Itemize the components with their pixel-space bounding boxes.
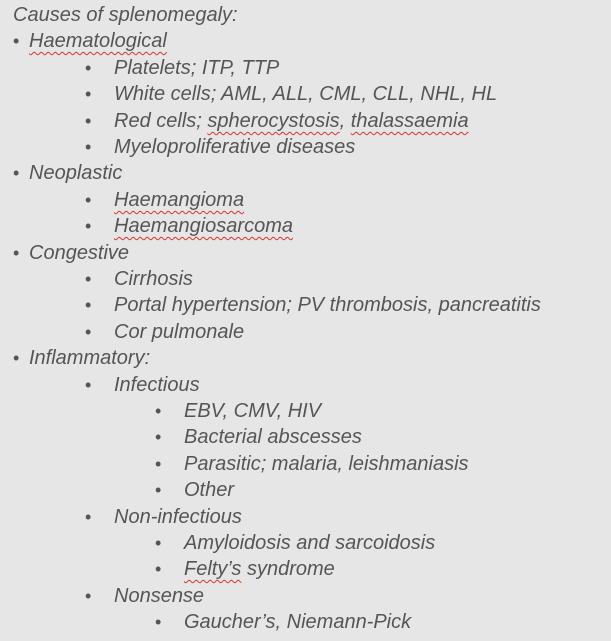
page-title: Causes of splenomegaly: — [13, 4, 238, 26]
bullet-icon: • — [85, 190, 92, 210]
bullet-icon: • — [85, 586, 92, 606]
bullet-icon: • — [13, 348, 20, 368]
list-item-label: Gaucher’s, Niemann-Pick — [184, 611, 412, 633]
bullet-icon: • — [85, 84, 92, 104]
list-item-label: Neoplastic — [29, 162, 123, 184]
bullet-icon: • — [85, 216, 92, 236]
list-item-label: Inflammatory: — [29, 347, 151, 369]
list-item-label: Cirrhosis — [114, 268, 193, 290]
bullet-icon: • — [155, 612, 162, 632]
list-item-label: Haemangiosarcoma — [114, 215, 293, 237]
list-item-label: Bacterial abscesses — [184, 426, 362, 448]
bullet-icon: • — [85, 269, 92, 289]
separator-text: , — [339, 110, 351, 132]
bullet-icon: • — [85, 137, 92, 157]
bullet-icon: • — [155, 559, 162, 579]
bullet-icon: • — [155, 401, 162, 421]
list-item-label: Infectious — [114, 374, 200, 396]
list-item-label: Platelets; ITP, TTP — [114, 57, 280, 79]
misspelled-word: thalassaemia — [350, 110, 469, 132]
list-item-label — [114, 108, 469, 134]
list-item-label: Haematological — [29, 30, 167, 52]
bullet-icon: • — [13, 243, 20, 263]
bullet-icon: • — [13, 163, 20, 183]
list-item-label: Portal hypertension; PV thrombosis, pancreatitis — [114, 294, 541, 316]
bullet-icon: • — [155, 480, 162, 500]
list-item-label: Congestive — [29, 242, 130, 264]
list-item-label: Parasitic; malaria, leishmaniasis — [184, 453, 469, 475]
list-item-label: Myeloproliferative diseases — [114, 136, 356, 158]
list-item-label: Amyloidosis and sarcoidosis — [184, 532, 436, 554]
list-item-label: Non-infectious — [114, 506, 242, 528]
bullet-icon: • — [85, 295, 92, 315]
list-item-label: Cor pulmonale — [114, 321, 245, 343]
misspelled-word: spherocystosis — [207, 110, 340, 132]
bullet-icon: • — [85, 111, 92, 131]
bullet-icon: • — [155, 427, 162, 447]
red-cells-prefix: Red cells; — [114, 110, 208, 132]
bullet-icon: • — [85, 58, 92, 78]
list-item-label — [184, 556, 335, 582]
list-item-label: Haemangioma — [114, 189, 245, 211]
bullet-icon: • — [85, 507, 92, 527]
bullet-icon: • — [155, 533, 162, 553]
misspelled-word: Felty’s — [184, 558, 242, 580]
list-item-label: Other — [184, 479, 235, 501]
bullet-icon: • — [13, 31, 20, 51]
list-item-label: White cells; AML, ALL, CML, CLL, NHL, HL — [114, 83, 498, 105]
list-item-label: EBV, CMV, HIV — [184, 400, 322, 422]
list-item-label: Nonsense — [114, 585, 205, 607]
bullet-icon: • — [85, 375, 92, 395]
feltys-rest-text: syndrome — [241, 558, 335, 580]
bullet-icon: • — [85, 322, 92, 342]
bullet-icon: • — [155, 454, 162, 474]
